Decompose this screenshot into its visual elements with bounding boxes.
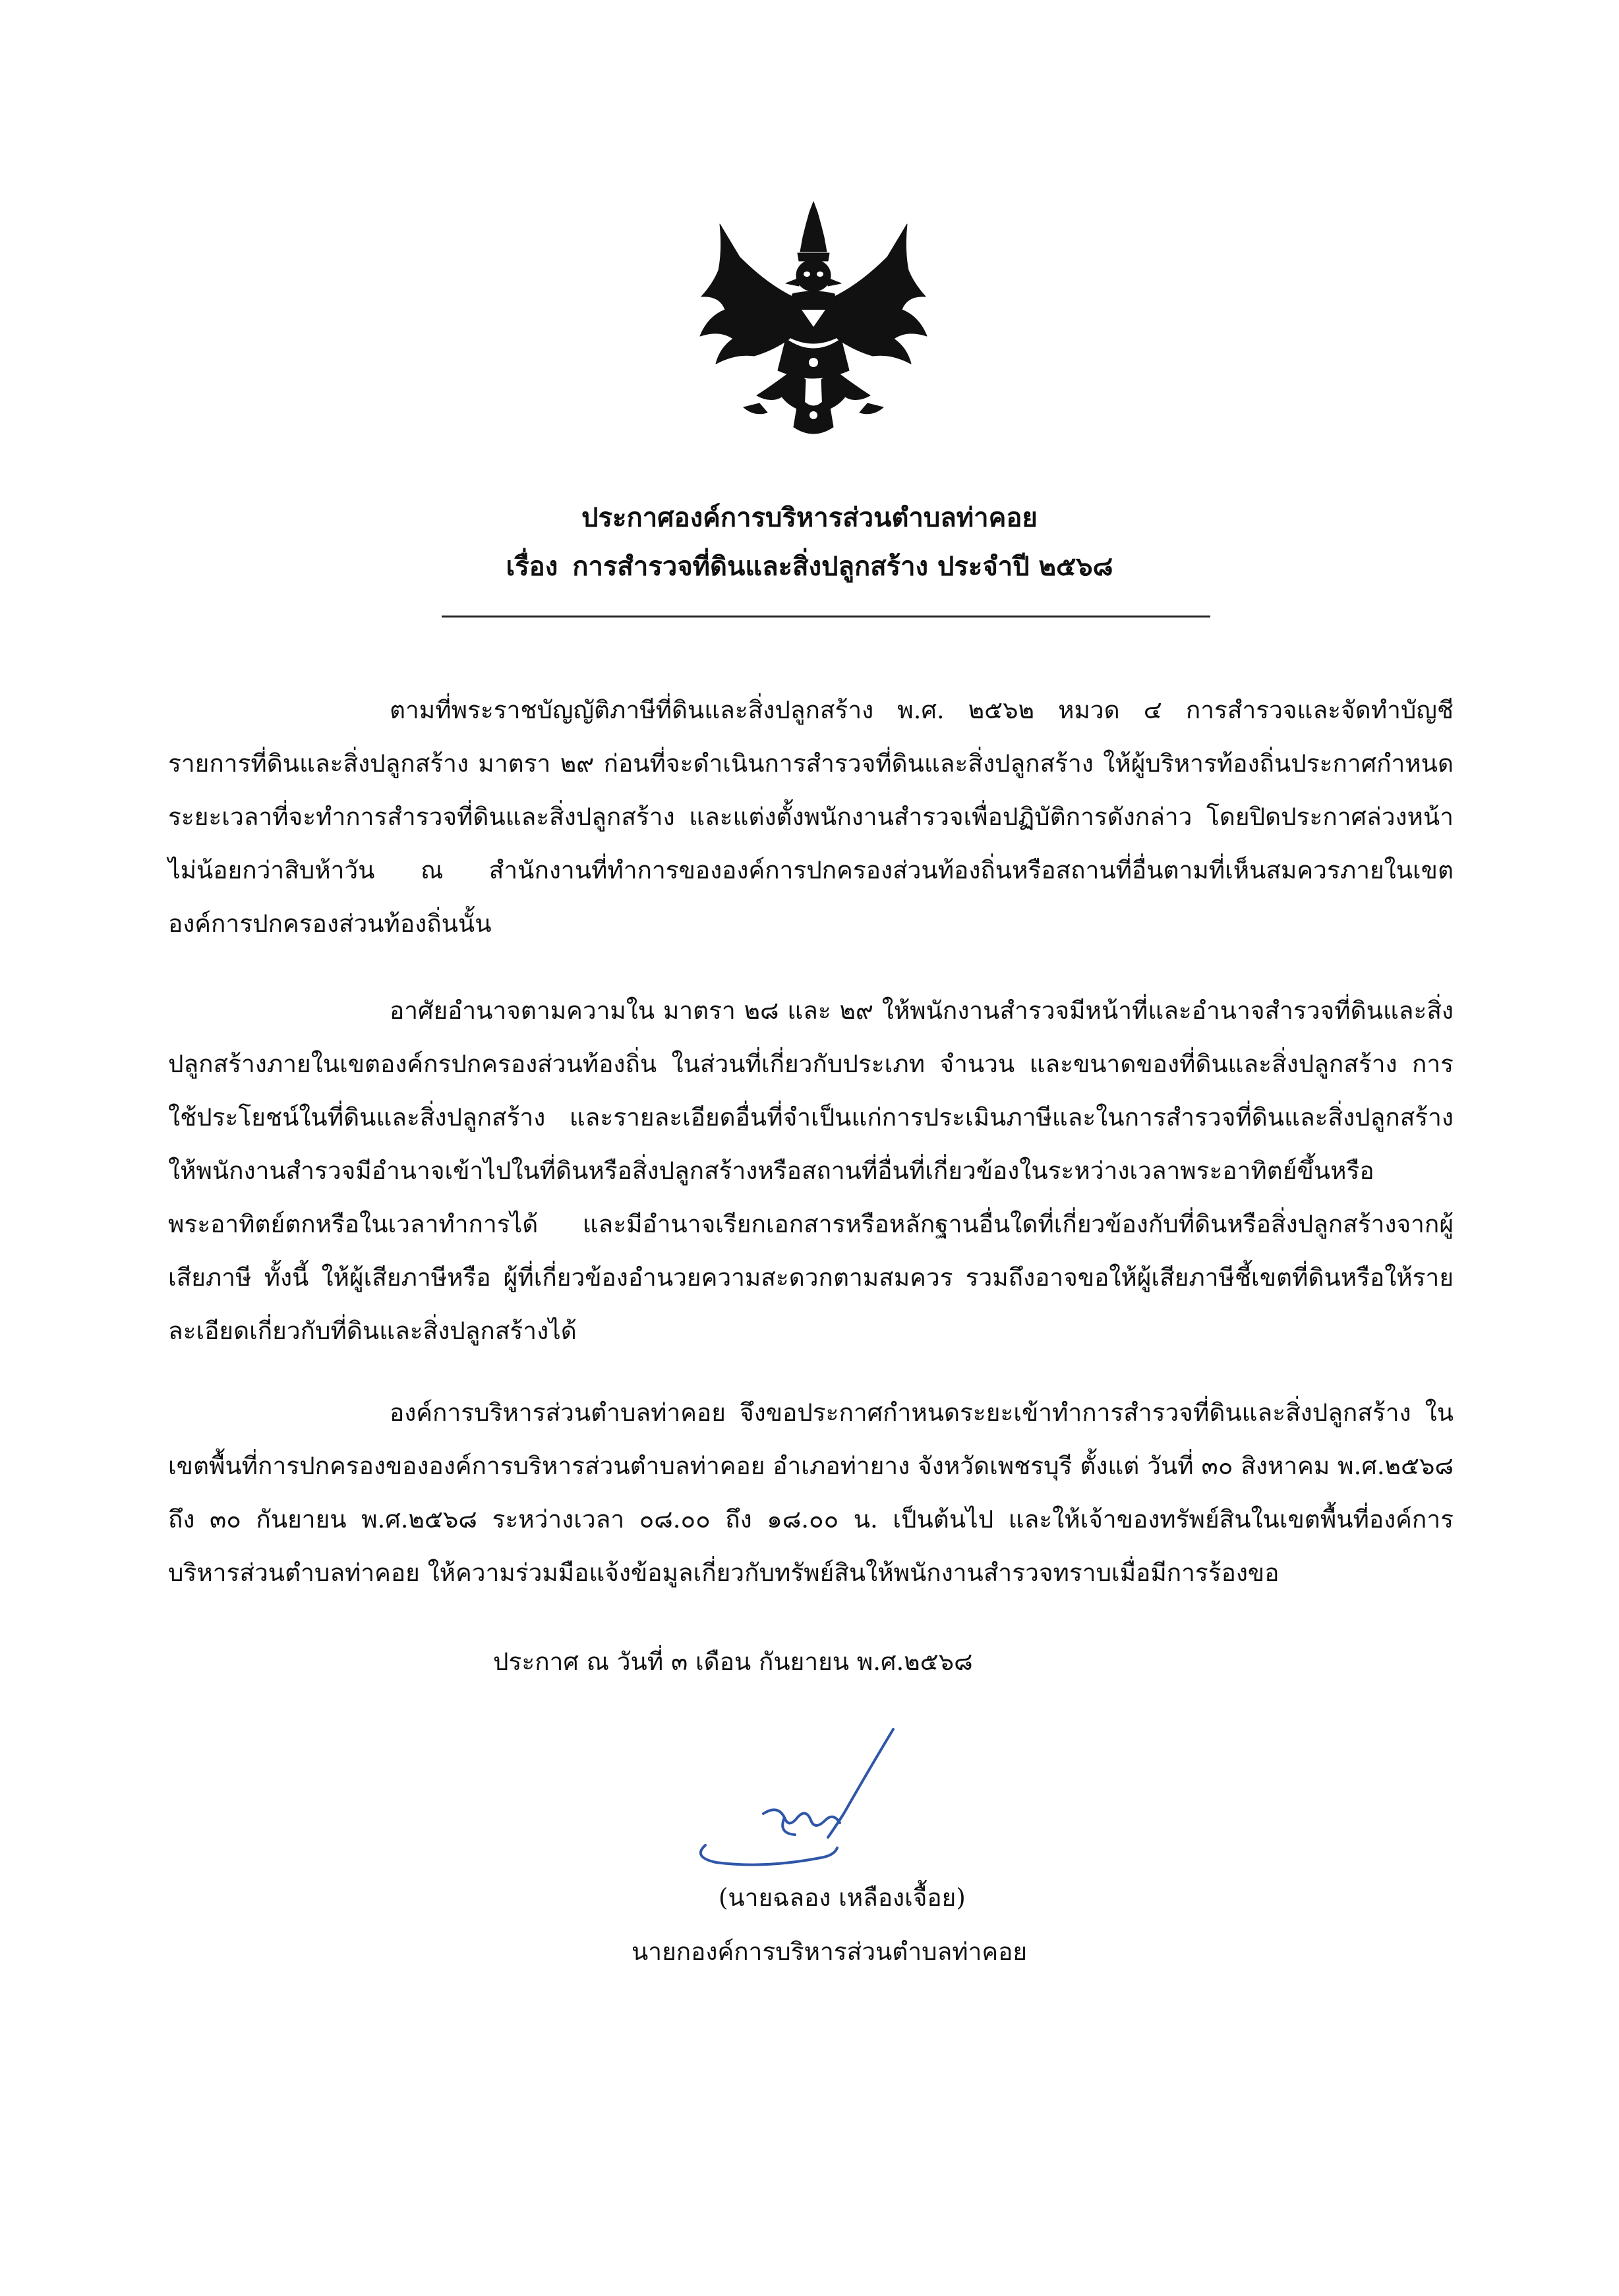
- subject-text: การสำรวจที่ดินและสิ่งปลูกสร้าง ประจำปี ๒๕๖๘: [572, 551, 1113, 582]
- paragraph-3: องค์การบริหารส่วนตำบลท่าคอย จึงขอประกาศกำหนดระยะเข้าทำการสำรวจที่ดินและสิ่งปลูกสร้าง ในเขตพื้นที่การปกครองขององค์การบริหารส่วนตำบลท่าคอย อำเภอท่ายาง จังหวัดเพชรบุรี ตั้งแต่ วันที่ ๓๐ สิงหาคม พ.ศ.๒๕๖๘ ถึง ๓๐ กันยายน พ.ศ.๒๕๖๘ ระหว่างเวลา ๐๘.๐๐ ถึง ๑๘.๐๐ น. เป็นต้นไป และให้เจ้าของทรัพย์สินในเขตพื้นที่องค์การบริหารส่วนตำบลท่าคอย ให้ความร่วมมือแจ้งข้อมูลเกี่ยวกับทรัพย์สินให้พนักงานสำรวจทราบเมื่อมีการร้องขอ: [168, 1398, 1454, 1587]
- paragraph-2: อาศัยอำนาจตามความใน มาตรา ๒๘ และ ๒๙ ให้พนักงานสำรวจมีหน้าที่และอำนาจสำรวจที่ดินและสิ่งปลูกสร้างภายในเขตองค์กรปกครองส่วนท้องถิ่น ในส่วนที่เกี่ยวกับประเภท จำนวน และขนาดของที่ดินและสิ่งปลูกสร้าง การใช้ประโยชน์ในที่ดินและสิ่งปลูกสร้าง และรายละเอียดอื่นที่จำเป็นแก่การประเมินภาษีและในการสำรวจที่ดินและสิ่งปลูกสร้างให้พนักงานสำรวจมีอำนาจเข้าไปในที่ดินหรือสิ่งปลูกสร้างหรือสถานที่อื่นที่เกี่ยวข้องในระหว่างเวลาพระอาทิตย์ขึ้นหรือพระอาทิตย์ตกหรือในเวลาทำการได้ และมีอำนาจเรียกเอกสารหรือหลักฐานอื่นใดที่เกี่ยวข้องกับที่ดินหรือสิ่งปลูกสร้างจากผู้เสียภาษี ทั้งนี้ ให้ผู้เสียภาษีหรือ ผู้ที่เกี่ยวข้องอำนวยความสะดวกตามสมควร รวมถึงอาจขอให้ผู้เสียภาษีชี้เขตที่ดินหรือให้รายละเอียดเกี่ยวกับที่ดินและสิ่งปลูกสร้างได้: [168, 996, 1454, 1345]
- subject-lead: เรื่อง: [506, 551, 558, 582]
- signatory-title: นายกองค์การบริหารส่วนตำบลท่าคอย: [632, 1937, 1028, 1966]
- announcement-title: ประกาศองค์การบริหารส่วนตำบลท่าคอย: [581, 502, 1038, 533]
- announcement-date: ประกาศ ณ วันที่ ๓ เดือน กันยายน พ.ศ.๒๕๖๘: [493, 1648, 973, 1676]
- paragraph-1: ตามที่พระราชบัญญัติภาษีที่ดินและสิ่งปลูกสร้าง พ.ศ. ๒๕๖๒ หมวด ๔ การสำรวจและจัดทำบัญชีรายการที่ดินและสิ่งปลูกสร้าง มาตรา ๒๙ ก่อนที่จะดำเนินการสำรวจที่ดินและสิ่งปลูกสร้าง ให้ผู้บริหารท้องถิ่นประกาศกำหนดระยะเวลาที่จะทำการสำรวจที่ดินและสิ่งปลูกสร้าง และแต่งตั้งพนักงานสำรวจเพื่อปฏิบัติการดังกล่าว โดยปิดประกาศล่วงหน้าไม่น้อยกว่าสิบห้าวัน ณ สำนักงานที่ทำการขององค์การปกครองส่วนท้องถิ่นหรือสถานที่อื่นตามที่เห็นสมควรภายในเขตองค์การปกครองส่วนท้องถิ่นนั้น: [168, 696, 1454, 938]
- announcement-subject: [0, 548, 1619, 585]
- handwritten-signature: [679, 1721, 910, 1880]
- signatory-name: (นายฉลอง เหลืองเจื้อย): [719, 1883, 966, 1912]
- title-divider: [442, 616, 1210, 617]
- garuda-emblem-icon: [693, 198, 934, 448]
